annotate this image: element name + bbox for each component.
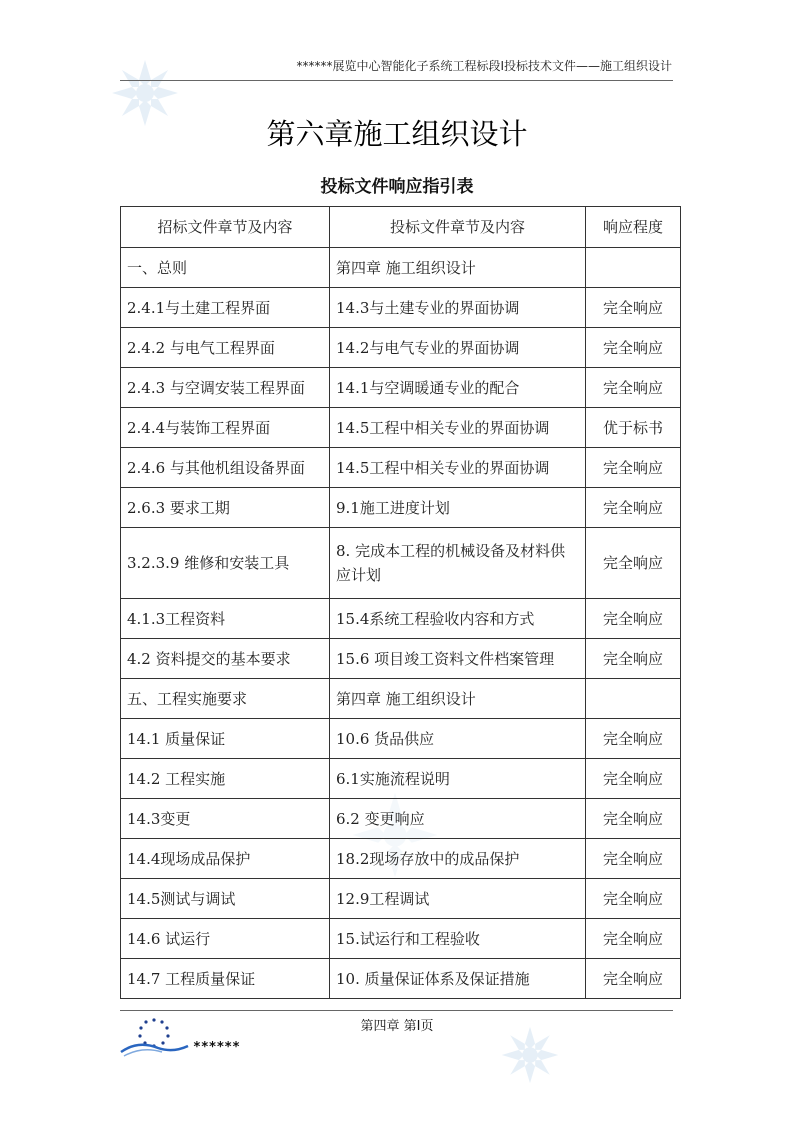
tender-section-cell: 4.2 资料提交的基本要求 [121,639,330,679]
tender-section-cell: 14.4现场成品保护 [121,839,330,879]
table-row [121,719,681,759]
bid-section-cell: 第四章 施工组织设计 [330,248,586,288]
tender-section-cell: 2.4.4与装饰工程界面 [121,408,330,448]
tender-section-cell: 14.5测试与调试 [121,879,330,919]
tender-section-cell: 2.6.3 要求工期 [121,488,330,528]
header-bid-section: 投标文件章节及内容 [330,207,586,248]
bid-section-cell: 12.9工程调试 [330,879,586,919]
snowflake-watermark-icon [500,1025,560,1085]
header-tender-section: 招标文件章节及内容 [121,207,330,248]
footer-company-name: ****** [193,1040,240,1055]
table-row [121,488,681,528]
table-row [121,799,681,839]
table-header-row [121,207,681,248]
bid-section-cell: 9.1施工进度计划 [330,488,586,528]
bid-section-cell: 6.1实施流程说明 [330,759,586,799]
tender-section-cell: 14.2 工程实施 [121,759,330,799]
response-level-cell: 完全响应 [586,839,681,879]
response-level-cell: 完全响应 [586,919,681,959]
bid-section-cell: 14.5工程中相关专业的界面协调 [330,408,586,448]
response-level-cell: 完全响应 [586,759,681,799]
table-row [121,879,681,919]
response-level-cell: 完全响应 [586,328,681,368]
bid-section-cell: 8. 完成本工程的机械设备及材料供应计划 [330,528,586,599]
response-level-cell: 完全响应 [586,959,681,999]
response-level-cell: 完全响应 [586,368,681,408]
bid-section-cell: 14.5工程中相关专业的界面协调 [330,448,586,488]
bid-section-cell: 6.2 变更响应 [330,799,586,839]
tender-section-cell: 2.4.1与土建工程界面 [121,288,330,328]
response-level-cell: 完全响应 [586,448,681,488]
response-level-cell: 完全响应 [586,528,681,599]
response-guide-table [120,206,681,999]
tender-section-cell: 14.3变更 [121,799,330,839]
table-row [121,639,681,679]
response-level-cell: 完全响应 [586,288,681,328]
table-row [121,248,681,288]
tender-section-cell: 3.2.3.9 维修和安装工具 [121,528,330,599]
bid-section-cell: 14.1与空调暖通专业的配合 [330,368,586,408]
bid-section-cell: 15.试运行和工程验收 [330,919,586,959]
tender-section-cell: 14.7 工程质量保证 [121,959,330,999]
table-row [121,759,681,799]
table-row [121,599,681,639]
tender-section-cell: 2.4.2 与电气工程界面 [121,328,330,368]
tender-section-cell: 一、总则 [121,248,330,288]
bid-section-cell: 14.3与土建专业的界面协调 [330,288,586,328]
header-response-level: 响应程度 [586,207,681,248]
table-row [121,959,681,999]
table-row [121,919,681,959]
response-level-cell [586,679,681,719]
table-row [121,679,681,719]
response-level-cell: 优于标书 [586,408,681,448]
bid-section-cell: 15.6 项目竣工资料文件档案管理 [330,639,586,679]
header-divider [120,80,673,81]
table-row [121,448,681,488]
tender-section-cell: 14.6 试运行 [121,919,330,959]
response-level-cell: 完全响应 [586,719,681,759]
tender-section-cell: 4.1.3工程资料 [121,599,330,639]
response-level-cell: 完全响应 [586,599,681,639]
table-row [121,288,681,328]
bid-section-cell: 15.4系统工程验收内容和方式 [330,599,586,639]
bid-section-cell: 10. 质量保证体系及保证措施 [330,959,586,999]
chapter-title: 第六章施工组织设计 [266,117,528,151]
table-row [121,368,681,408]
response-level-cell [586,248,681,288]
response-level-cell: 完全响应 [586,799,681,839]
response-level-cell: 完全响应 [586,639,681,679]
bid-section-cell: 10.6 货品供应 [330,719,586,759]
bid-section-cell: 第四章 施工组织设计 [330,679,586,719]
bid-section-cell: 14.2与电气专业的界面协调 [330,328,586,368]
footer-divider [120,1010,673,1011]
tender-section-cell: 2.4.3 与空调安装工程界面 [121,368,330,408]
table-row [121,328,681,368]
running-header: ******展览中心智能化子系统工程标段Ⅰ投标技术文件——施工组织设计 [296,59,672,73]
stars-circle-logo-icon [118,1016,190,1058]
response-level-cell: 完全响应 [586,488,681,528]
response-level-cell: 完全响应 [586,879,681,919]
table-row [121,528,681,599]
table-row [121,839,681,879]
tender-section-cell: 14.1 质量保证 [121,719,330,759]
page-number: 第四章 第I页 [360,1019,434,1034]
table-title: 投标文件响应指引表 [320,177,474,197]
table-row [121,408,681,448]
tender-section-cell: 五、工程实施要求 [121,679,330,719]
bid-section-cell: 18.2现场存放中的成品保护 [330,839,586,879]
tender-section-cell: 2.4.6 与其他机组设备界面 [121,448,330,488]
